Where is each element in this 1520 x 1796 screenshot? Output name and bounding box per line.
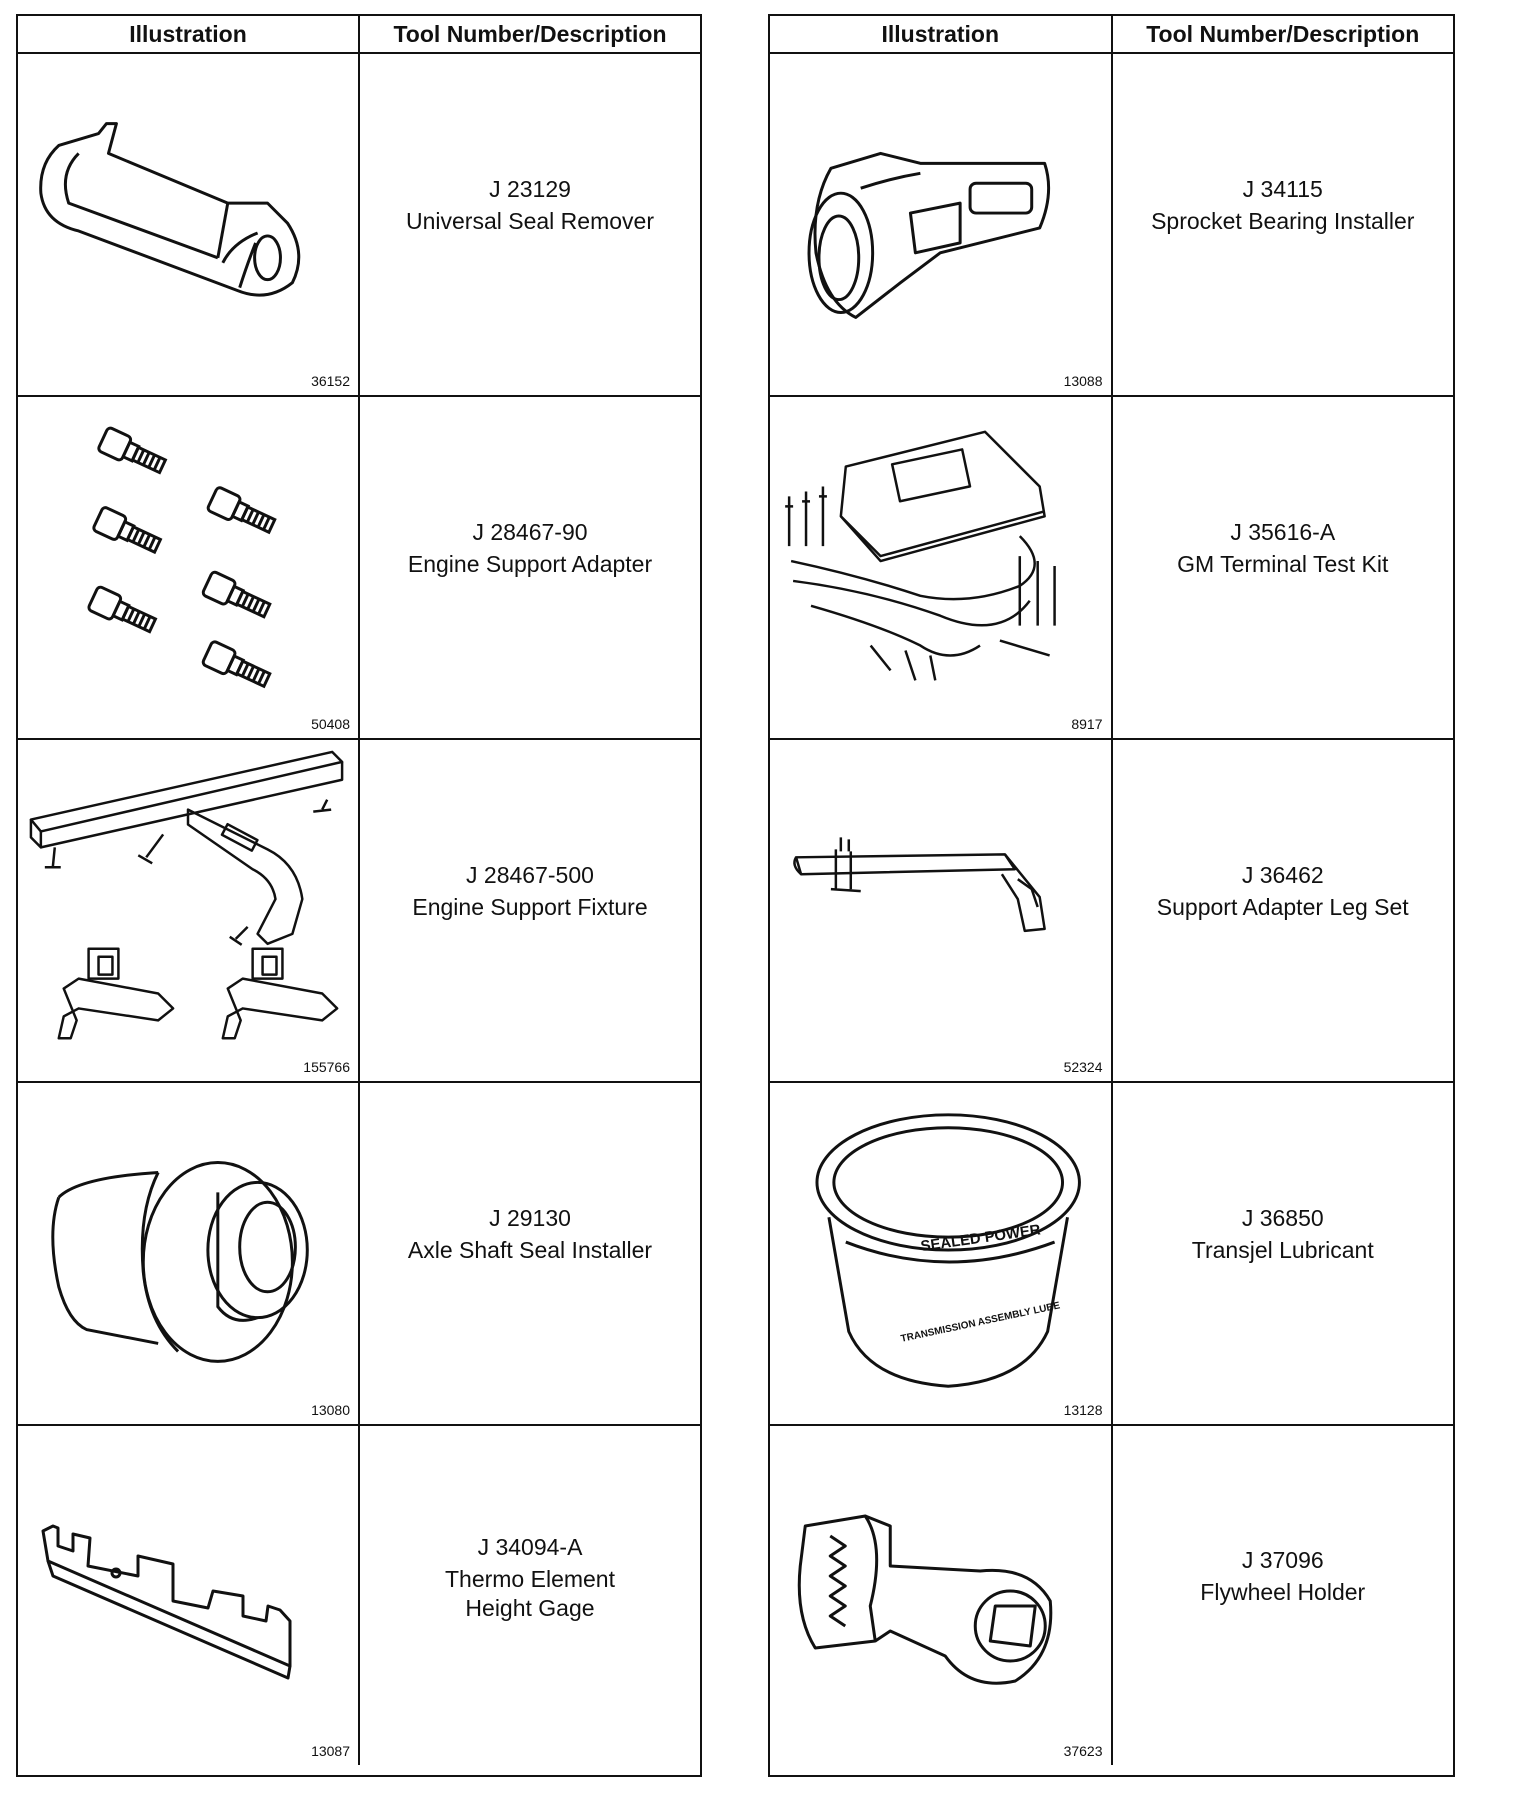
table-row — [18, 1426, 700, 1765]
tool-description — [1113, 54, 1454, 395]
table-row — [770, 1426, 1453, 1765]
tool-description — [360, 1426, 700, 1765]
table-header — [770, 16, 1453, 54]
adapter-leg-icon — [770, 740, 1111, 1081]
tool-description — [360, 397, 700, 738]
tool-number: J 28467-500 — [466, 861, 594, 888]
lubricant-tub-icon — [770, 1083, 1111, 1424]
illustration-cell — [770, 740, 1113, 1081]
figure-number: 13080 — [311, 1402, 350, 1418]
tool-name: Flywheel Holder — [1200, 1578, 1366, 1605]
tool-name: Engine Support Fixture — [412, 893, 648, 920]
figure-number: 52324 — [1063, 1059, 1103, 1075]
illustration-cell — [18, 54, 360, 395]
table-header — [18, 16, 700, 54]
figure-number: 13087 — [311, 1743, 350, 1759]
tool-name: Thermo Element — [444, 1565, 615, 1592]
illustration-cell — [18, 397, 360, 738]
tool-number: J 23129 — [489, 175, 571, 202]
figure-number: 13088 — [1063, 373, 1103, 389]
figure-number: 13128 — [1063, 1402, 1103, 1418]
tool-name: Sprocket Bearing Installer — [1151, 207, 1415, 234]
illustration-header: Illustration — [18, 16, 360, 52]
figure-number: 8917 — [1071, 716, 1103, 732]
support-fixture-icon — [18, 740, 358, 1081]
tool-description-header: Tool Number/Description — [1146, 20, 1420, 47]
table-row — [18, 397, 700, 740]
table-row — [770, 54, 1453, 397]
tool-description — [360, 1083, 700, 1424]
tool-description — [360, 740, 700, 1081]
illustration-cell — [770, 54, 1113, 395]
seal-installer-icon — [18, 1083, 358, 1424]
tool-name: Support Adapter Leg Set — [1156, 893, 1409, 920]
tool-number: J 34094-A — [477, 1533, 583, 1560]
tool-description — [1113, 397, 1454, 738]
tool-number: J 36462 — [1241, 861, 1324, 888]
tub-brand-label: SEALED POWER — [919, 1222, 1042, 1256]
seal-remover-icon — [18, 54, 358, 395]
figure-number: 37623 — [1063, 1743, 1103, 1759]
illustration-header: Illustration — [770, 16, 1113, 52]
table-row — [770, 397, 1453, 740]
tool-number: J 37096 — [1241, 1546, 1324, 1573]
tool-name: Axle Shaft Seal Installer — [407, 1236, 653, 1263]
tool-description-header: Tool Number/Description — [393, 20, 667, 47]
support-adapter-bolts-icon — [18, 397, 358, 738]
illustration-cell — [770, 397, 1113, 738]
tool-name: GM Terminal Test Kit — [1177, 550, 1389, 577]
tool-number: J 29130 — [489, 1204, 571, 1231]
figure-number: 36152 — [311, 373, 350, 389]
illustration-cell — [770, 1426, 1113, 1765]
table-row — [770, 1083, 1453, 1426]
bearing-installer-icon — [770, 54, 1111, 395]
tool-number: J 36850 — [1241, 1204, 1324, 1231]
figure-number: 155766 — [303, 1059, 350, 1075]
flywheel-holder-icon — [770, 1426, 1111, 1765]
illustration-cell — [18, 1426, 360, 1765]
tool-number: J 34115 — [1242, 175, 1323, 202]
tool-number: J 35616-A — [1230, 518, 1336, 545]
tool-name: Transjel Lubricant — [1191, 1236, 1374, 1263]
tool-table-right — [768, 14, 1455, 1777]
tool-description — [1113, 1426, 1454, 1765]
tool-number: J 28467-90 — [472, 518, 588, 545]
tool-description — [1113, 1083, 1454, 1424]
tool-description — [1113, 740, 1454, 1081]
illustration-cell — [770, 1083, 1113, 1424]
table-row — [770, 740, 1453, 1083]
tool-name: Universal Seal Remover — [406, 207, 654, 234]
table-row — [18, 54, 700, 397]
table-row — [18, 740, 700, 1083]
illustration-cell — [18, 740, 360, 1081]
figure-number: 50408 — [311, 716, 350, 732]
tool-table-left — [16, 14, 702, 1777]
height-gage-icon — [18, 1426, 358, 1765]
test-kit-icon — [770, 397, 1111, 738]
tool-name: Engine Support Adapter — [407, 550, 653, 577]
tool-description — [360, 54, 700, 395]
tub-product-label: TRANSMISSION ASSEMBLY LUBE — [899, 1300, 1062, 1345]
illustration-cell — [18, 1083, 360, 1424]
tool-name-line-2: Height Gage — [465, 1594, 595, 1621]
table-row — [18, 1083, 700, 1426]
